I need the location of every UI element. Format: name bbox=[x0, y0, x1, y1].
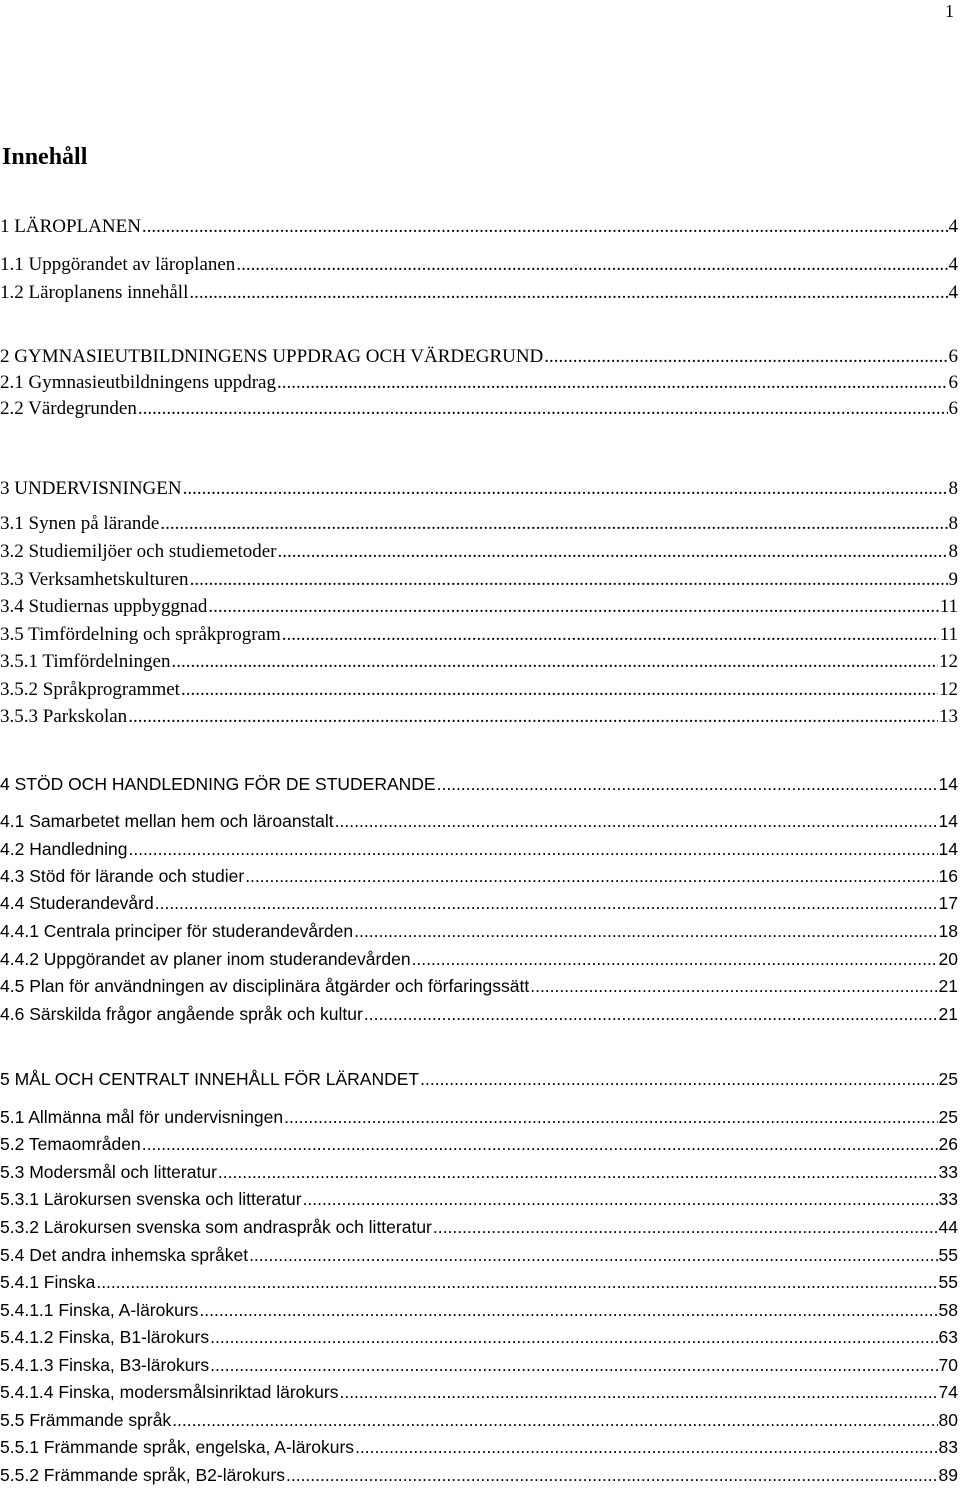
toc-entry-page: 14 bbox=[938, 774, 958, 794]
toc-entry-title: 5.5.2 Främmande språk, B2-lärokurs bbox=[0, 1465, 285, 1485]
toc-entry-page: 4 bbox=[948, 282, 958, 303]
toc-entry-page: 8 bbox=[948, 478, 958, 499]
toc-entry[interactable] bbox=[0, 370, 958, 396]
page-number: 1 bbox=[945, 1, 954, 21]
dot-leader bbox=[183, 476, 948, 502]
toc-entry-title: 5.4.1.2 Finska, B1-lärokurs bbox=[0, 1327, 210, 1347]
toc-entry-page: 58 bbox=[938, 1300, 958, 1320]
dot-leader bbox=[335, 808, 938, 834]
dot-leader bbox=[218, 1159, 938, 1185]
toc-entry[interactable] bbox=[0, 836, 958, 862]
toc-entry[interactable] bbox=[0, 1131, 958, 1157]
toc-entry[interactable] bbox=[0, 539, 958, 565]
toc-entry-title: 3.5 Timfördelning och språkprogram bbox=[0, 624, 281, 645]
toc-entry-page: 11 bbox=[939, 596, 958, 617]
dot-leader bbox=[96, 1269, 937, 1295]
dot-leader bbox=[210, 1352, 937, 1378]
toc-entry-title: 5 MÅL OCH CENTRALT INNEHÅLL FÖR LÄRANDET bbox=[0, 1069, 420, 1089]
dot-leader bbox=[245, 863, 937, 889]
dot-leader bbox=[364, 1001, 938, 1027]
toc-entry-title: 4.1 Samarbetet mellan hem och läroanstalt bbox=[0, 811, 334, 831]
toc-entry-title: 4.2 Handledning bbox=[0, 839, 128, 859]
toc-entry[interactable] bbox=[0, 677, 958, 703]
dot-leader bbox=[142, 1131, 938, 1157]
toc-entry-page: 6 bbox=[948, 346, 958, 367]
dot-leader bbox=[339, 1379, 937, 1405]
toc-entry[interactable] bbox=[0, 1379, 958, 1405]
toc-entry-title: 5.4.1.4 Finska, modersmålsinriktad lärokurs bbox=[0, 1382, 339, 1402]
toc-entry[interactable] bbox=[0, 567, 958, 593]
toc-entry-page: 26 bbox=[938, 1134, 958, 1154]
toc-entry[interactable] bbox=[0, 973, 958, 999]
toc-entry-title: 1.2 Läroplanens innehåll bbox=[0, 282, 189, 303]
toc-entry-page: 44 bbox=[938, 1217, 958, 1237]
toc-entry[interactable] bbox=[0, 396, 958, 422]
dot-leader bbox=[142, 214, 948, 240]
toc-entry-page: 80 bbox=[938, 1410, 958, 1430]
dot-leader bbox=[412, 946, 938, 972]
dot-leader bbox=[284, 1104, 937, 1130]
toc-entry[interactable] bbox=[0, 1324, 958, 1350]
toc-entry-title: 2.1 Gymnasieutbildningens uppdrag bbox=[0, 372, 276, 393]
dot-leader bbox=[208, 594, 938, 620]
dot-leader bbox=[354, 918, 937, 944]
toc-entry[interactable] bbox=[0, 622, 958, 648]
toc-entry-title: 5.4.1.1 Finska, A-lärokurs bbox=[0, 1300, 199, 1320]
toc-entry[interactable] bbox=[0, 1434, 958, 1460]
dot-leader bbox=[155, 890, 938, 916]
toc-entry-page: 70 bbox=[938, 1355, 958, 1375]
dot-leader bbox=[544, 344, 947, 370]
toc-entry-page: 6 bbox=[948, 398, 958, 419]
toc-entry-title: 2 GYMNASIEUTBILDNINGENS UPPDRAG OCH VÄRDEGRUND bbox=[0, 346, 544, 367]
toc-entry[interactable] bbox=[0, 946, 958, 972]
toc-entry-page: 16 bbox=[938, 866, 958, 886]
toc-entry[interactable] bbox=[0, 1001, 958, 1027]
toc-entry[interactable] bbox=[0, 890, 958, 916]
dot-leader bbox=[128, 836, 937, 862]
toc-entry[interactable] bbox=[0, 808, 958, 834]
toc-entry-title: 3.2 Studiemiljöer och studiemetoder bbox=[0, 541, 277, 562]
toc-entry-title: 3.3 Verksamhetskulturen bbox=[0, 569, 189, 590]
toc-entry-page: 55 bbox=[938, 1272, 958, 1292]
dot-leader bbox=[286, 1462, 938, 1488]
toc-entry-page: 8 bbox=[948, 513, 958, 534]
toc-entry-title: 5.3.1 Lärokursen svenska och litteratur bbox=[0, 1189, 302, 1209]
toc-entry[interactable] bbox=[0, 594, 958, 620]
dot-leader bbox=[181, 677, 938, 703]
toc-entry-page: 25 bbox=[938, 1107, 958, 1127]
toc-entry-page: 6 bbox=[948, 372, 958, 393]
toc-entry[interactable] bbox=[0, 280, 958, 306]
toc-entry-page: 12 bbox=[939, 651, 958, 672]
toc-entry[interactable] bbox=[0, 771, 958, 797]
toc-entry-title: 5.5 Främmande språk bbox=[0, 1410, 172, 1430]
toc-entry-title: 3.5.1 Timfördelningen bbox=[0, 651, 171, 672]
toc-entry-title: 3.1 Synen på lärande bbox=[0, 513, 160, 534]
toc-entry-page: 21 bbox=[938, 976, 958, 996]
toc-entry-title: 5.4.1.3 Finska, B3-lärokurs bbox=[0, 1355, 210, 1375]
dot-leader bbox=[172, 1407, 937, 1433]
toc-entry-page: 20 bbox=[938, 949, 958, 969]
toc-entry-title: 5.1 Allmänna mål för undervisningen bbox=[0, 1107, 284, 1127]
toc-entry[interactable] bbox=[0, 1297, 958, 1323]
toc-entry-title: 4.6 Särskilda frågor angående språk och kultur bbox=[0, 1004, 363, 1024]
toc-entry[interactable] bbox=[0, 1066, 958, 1092]
dot-leader bbox=[437, 771, 938, 797]
toc-entry[interactable] bbox=[0, 704, 958, 730]
dot-leader bbox=[249, 1242, 937, 1268]
toc-entry[interactable] bbox=[0, 863, 958, 889]
dot-leader bbox=[355, 1434, 937, 1460]
toc-entry-page: 33 bbox=[938, 1189, 958, 1209]
dot-leader bbox=[530, 973, 937, 999]
toc-entry[interactable] bbox=[0, 214, 958, 240]
toc-entry[interactable] bbox=[0, 511, 958, 537]
toc-entry-page: 55 bbox=[938, 1245, 958, 1265]
toc-entry-page: 12 bbox=[939, 679, 958, 700]
toc-title: Innehåll bbox=[2, 144, 88, 170]
toc-entry-page: 33 bbox=[938, 1162, 958, 1182]
toc-entry[interactable] bbox=[0, 1214, 958, 1240]
toc-entry[interactable] bbox=[0, 649, 958, 675]
toc-entry[interactable] bbox=[0, 476, 958, 502]
toc-entry[interactable] bbox=[0, 344, 958, 370]
toc-entry[interactable] bbox=[0, 918, 958, 944]
toc-entry-page: 14 bbox=[938, 839, 958, 859]
toc-entry-title: 3.5.3 Parkskolan bbox=[0, 706, 128, 727]
toc-entry-page: 14 bbox=[938, 811, 958, 831]
dot-leader bbox=[128, 704, 938, 730]
toc-entry-title: 5.3 Modersmål och litteratur bbox=[0, 1162, 217, 1182]
toc-entry-title: 4 STÖD OCH HANDLEDNING FÖR DE STUDERANDE bbox=[0, 774, 436, 794]
dot-leader bbox=[420, 1066, 937, 1092]
toc-entry-title: 5.5.1 Främmande språk, engelska, A-lärokurs bbox=[0, 1437, 355, 1457]
dot-leader bbox=[282, 622, 939, 648]
toc-entry[interactable] bbox=[0, 1159, 958, 1185]
dot-leader bbox=[190, 567, 948, 593]
toc-entry[interactable] bbox=[0, 1407, 958, 1433]
dot-leader bbox=[236, 252, 947, 278]
toc-entry-title: 1 LÄROPLANEN bbox=[0, 216, 141, 237]
dot-leader bbox=[277, 370, 948, 396]
toc-entry-page: 11 bbox=[939, 624, 958, 645]
toc-entry-page: 8 bbox=[948, 541, 958, 562]
toc-entry[interactable] bbox=[0, 1186, 958, 1212]
toc-entry[interactable] bbox=[0, 1242, 958, 1268]
toc-entry-page: 89 bbox=[938, 1465, 958, 1485]
toc-entry-title: 4.4 Studerandevård bbox=[0, 893, 154, 913]
dot-leader bbox=[210, 1324, 937, 1350]
toc-entry-page: 74 bbox=[938, 1382, 958, 1402]
toc-entry-title: 4.5 Plan för användningen av disciplinära åtgärder och förfaringssätt bbox=[0, 976, 530, 996]
toc-entry-page: 9 bbox=[948, 569, 958, 590]
toc-entry-title: 3 UNDERVISNINGEN bbox=[0, 478, 182, 499]
dot-leader bbox=[303, 1186, 938, 1212]
toc-entry-title: 5.4.1 Finska bbox=[0, 1272, 96, 1292]
toc-entry-title: 4.4.2 Uppgörandet av planer inom studerandevården bbox=[0, 949, 411, 969]
toc-entry-page: 13 bbox=[939, 706, 958, 727]
toc-entry[interactable] bbox=[0, 1352, 958, 1378]
toc-entry-title: 5.4 Det andra inhemska språket bbox=[0, 1245, 249, 1265]
toc-entry-title: 4.4.1 Centrala principer för studerandevården bbox=[0, 921, 354, 941]
toc-entry-page: 18 bbox=[938, 921, 958, 941]
toc-entry[interactable] bbox=[0, 1269, 958, 1295]
toc-entry[interactable] bbox=[0, 1104, 958, 1130]
dot-leader bbox=[160, 511, 947, 537]
dot-leader bbox=[433, 1214, 938, 1240]
toc-entry-page: 25 bbox=[938, 1069, 958, 1089]
dot-leader bbox=[171, 649, 938, 675]
dot-leader bbox=[189, 280, 947, 306]
dot-leader bbox=[278, 539, 948, 565]
toc-entry[interactable] bbox=[0, 252, 958, 278]
toc-entry-page: 17 bbox=[938, 893, 958, 913]
toc-entry-title: 3.4 Studiernas uppbyggnad bbox=[0, 596, 208, 617]
dot-leader bbox=[138, 396, 948, 422]
toc-entry-title: 1.1 Uppgörandet av läroplanen bbox=[0, 254, 236, 275]
toc-entry-page: 63 bbox=[938, 1327, 958, 1347]
toc-entry-title: 2.2 Värdegrunden bbox=[0, 398, 137, 419]
toc-entry-page: 21 bbox=[938, 1004, 958, 1024]
toc-entry[interactable] bbox=[0, 1462, 958, 1488]
toc-entry-page: 4 bbox=[948, 216, 958, 237]
toc-entry-title: 3.5.2 Språkprogrammet bbox=[0, 679, 180, 700]
toc-entry-title: 5.2 Temaområden bbox=[0, 1134, 141, 1154]
dot-leader bbox=[199, 1297, 937, 1323]
toc-entry-page: 4 bbox=[948, 254, 958, 275]
toc-entry-title: 4.3 Stöd för lärande och studier bbox=[0, 866, 245, 886]
toc-entry-page: 83 bbox=[938, 1437, 958, 1457]
toc-entry-title: 5.3.2 Lärokursen svenska som andraspråk och litteratur bbox=[0, 1217, 432, 1237]
